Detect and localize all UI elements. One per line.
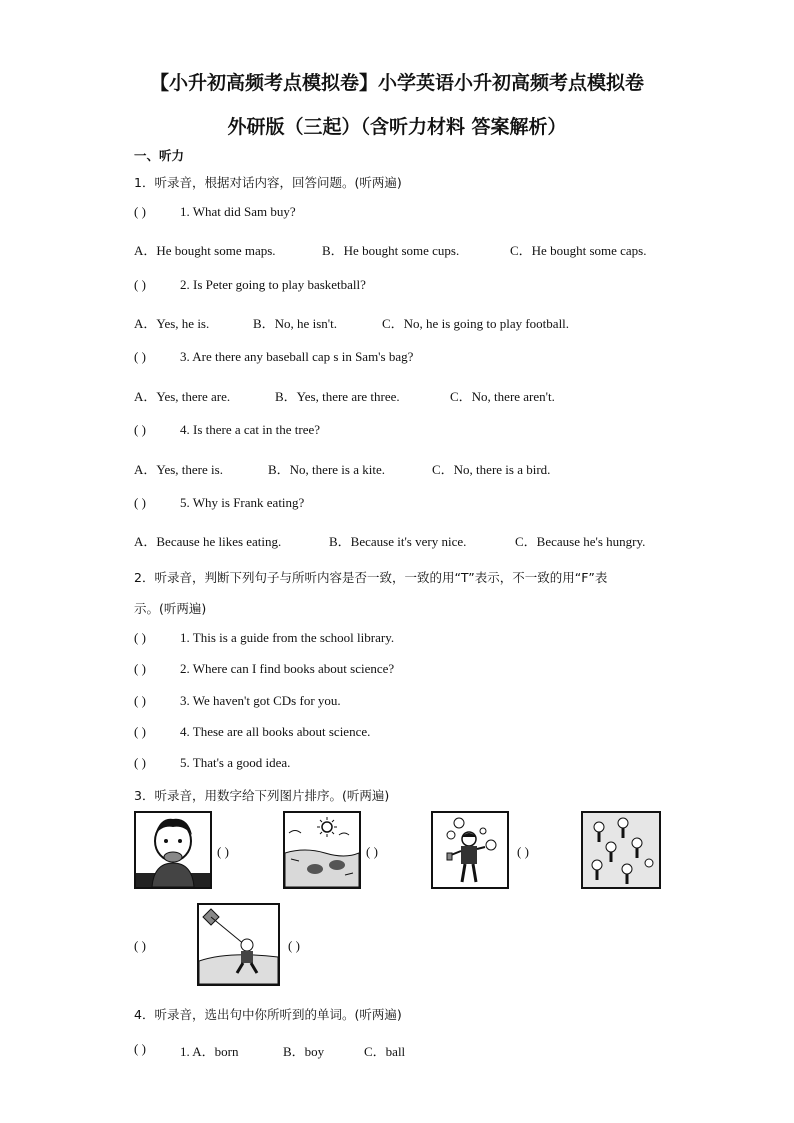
- answer-blank[interactable]: ( ): [134, 693, 146, 708]
- q1-stem-4: 4. Is there a cat in the tree?: [180, 422, 321, 437]
- answer-blank[interactable]: ( ): [517, 844, 529, 859]
- answer-blank[interactable]: ( ): [134, 495, 146, 510]
- answer-blank[interactable]: ( ): [134, 755, 146, 770]
- q1-1-option-b: B．He bought some cups.: [322, 243, 460, 258]
- q2-item-4: 4. These are all books about science.: [180, 724, 371, 739]
- q3-heading: 3．听录音，用数字给下列图片排序。(听两遍): [134, 788, 390, 803]
- answer-blank[interactable]: ( ): [217, 844, 229, 859]
- q2-heading-line-1: 2．听录音，判断下列句子与所听内容是否一致，一致的用“T”表示，不一致的用“F”表: [134, 570, 608, 585]
- q1-4-option-c: C．No, there is a bird.: [432, 462, 551, 477]
- q1-3-option-b: B．Yes, there are three.: [275, 389, 400, 404]
- q1-3-option-a: A．Yes, there are.: [134, 389, 231, 404]
- q1-5-option-b: B．Because it's very nice.: [329, 534, 467, 549]
- kid-kite-picture: [197, 903, 280, 986]
- q2-item-5: 5. That's a good idea.: [180, 755, 291, 770]
- q1-stem-1: 1. What did Sam buy?: [180, 204, 296, 219]
- q1-5-option-c: C．Because he's hungry.: [515, 534, 646, 549]
- boy-eating-picture: [134, 811, 212, 889]
- q1-stem-5: 5. Why is Frank eating?: [180, 495, 305, 510]
- q4-1-option-c: C．ball: [364, 1044, 406, 1059]
- answer-blank[interactable]: ( ): [134, 422, 146, 437]
- answer-blank[interactable]: ( ): [366, 844, 378, 859]
- kids-football-picture: [581, 811, 661, 889]
- q1-4-option-b: B．No, there is a kite.: [268, 462, 385, 477]
- q4-stem-1: 1. A．born: [180, 1044, 239, 1059]
- boy-bubbles-picture: [431, 811, 509, 889]
- beach-turtles-picture: [283, 811, 361, 889]
- q1-3-option-c: C．No, there aren't.: [450, 389, 555, 404]
- section-listening: 一、听力: [134, 148, 185, 163]
- q4-heading: 4．听录音，选出句中你所听到的单词。(听两遍): [134, 1007, 402, 1022]
- answer-blank[interactable]: ( ): [134, 277, 146, 292]
- answer-blank[interactable]: ( ): [134, 349, 146, 364]
- q2-item-2: 2. Where can I find books about science?: [180, 661, 395, 676]
- answer-blank[interactable]: ( ): [134, 204, 146, 219]
- answer-blank[interactable]: ( ): [134, 661, 146, 676]
- answer-blank[interactable]: ( ): [134, 724, 146, 739]
- q1-5-option-a: A．Because he likes eating.: [134, 534, 282, 549]
- title-line-2: 外研版（三起）（含听力材料 答案解析）: [227, 116, 567, 138]
- q1-2-option-a: A．Yes, he is.: [134, 316, 210, 331]
- q1-heading: 1．听录音，根据对话内容，回答问题。(听两遍): [134, 175, 402, 190]
- q1-1-option-c: C．He bought some caps.: [510, 243, 647, 258]
- q1-stem-2: 2. Is Peter going to play basketball?: [180, 277, 366, 292]
- q1-stem-3: 3. Are there any baseball cap s in Sam's bag?: [180, 349, 414, 364]
- q1-2-option-b: B．No, he isn't.: [253, 316, 337, 331]
- answer-blank[interactable]: ( ): [134, 630, 146, 645]
- q4-1-option-b: B．boy: [283, 1044, 325, 1059]
- title-line-1: 【小升初高频考点模拟卷】小学英语小升初高频考点模拟卷: [149, 72, 644, 94]
- q2-item-3: 3. We haven't got CDs for you.: [180, 693, 341, 708]
- q1-2-option-c: C．No, he is going to play football.: [382, 316, 570, 331]
- answer-blank[interactable]: ( ): [134, 938, 146, 953]
- answer-blank[interactable]: ( ): [134, 1041, 146, 1056]
- q1-1-option-a: A．He bought some maps.: [134, 243, 276, 258]
- answer-blank[interactable]: ( ): [288, 938, 300, 953]
- q2-item-1: 1. This is a guide from the school library.: [180, 630, 395, 645]
- q1-4-option-a: A．Yes, there is.: [134, 462, 223, 477]
- q2-heading-line-2: 示。(听两遍): [134, 601, 207, 616]
